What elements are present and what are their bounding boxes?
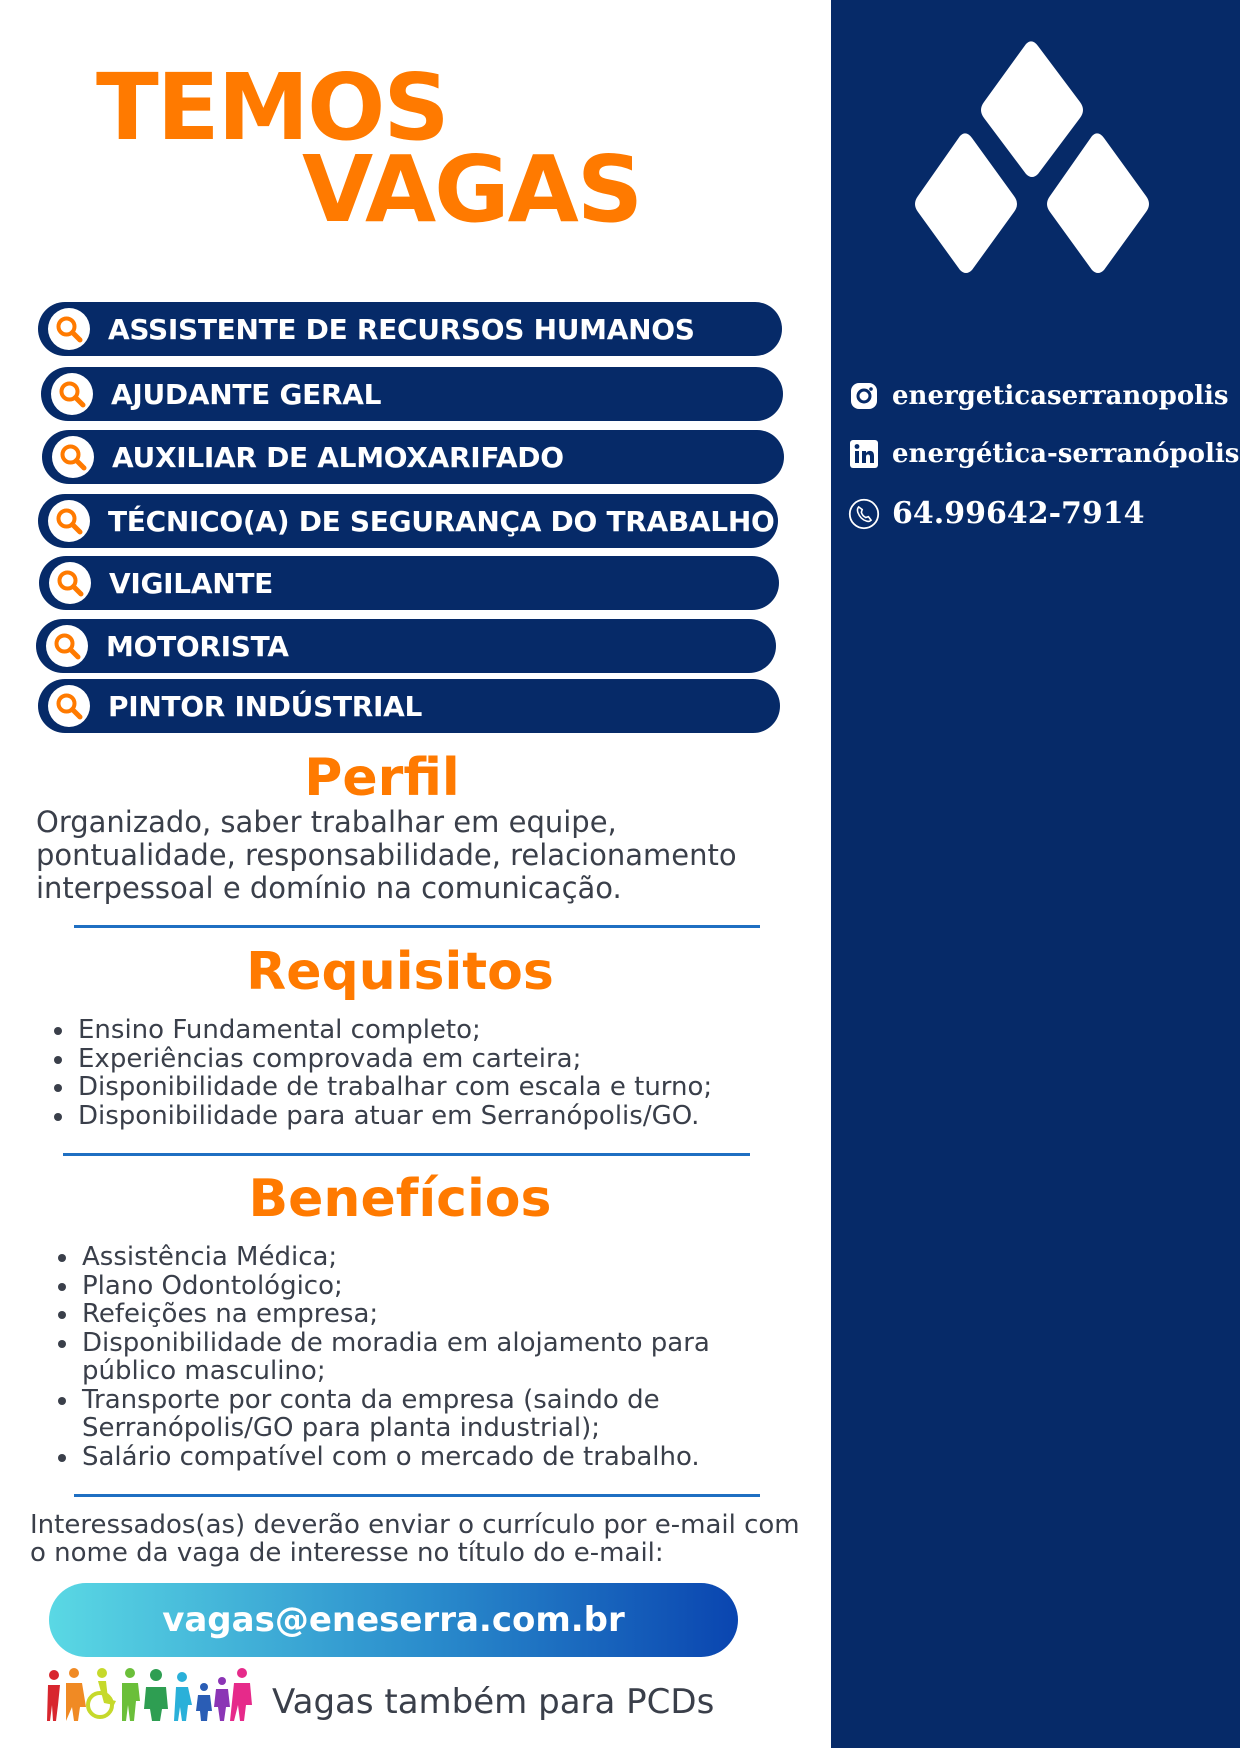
perfil-heading: Perfil xyxy=(304,748,460,808)
list-item: • Disponibilidade de trabalhar com escala e turno; xyxy=(76,1073,836,1102)
search-icon xyxy=(48,500,90,542)
linkedin-handle: energética-serranópolis xyxy=(892,439,1240,469)
requisitos-list xyxy=(36,1016,836,1130)
job-label: PINTOR INDÚSTRIAL xyxy=(108,689,423,723)
linkedin-icon xyxy=(848,438,880,470)
job-item[interactable] xyxy=(41,367,783,421)
list-item: • Ensino Fundamental completo; xyxy=(76,1016,836,1045)
phone-icon xyxy=(848,498,880,530)
title-vagas: VAGAS xyxy=(302,136,642,243)
perfil-text: Organizado, saber trabalhar em equipe, pontualidade, responsabilidade, relacionamento interpessoal e domínio na comunicação. xyxy=(36,805,737,905)
beneficios-heading: Benefícios xyxy=(248,1169,552,1229)
job-label: AUXILIAR DE ALMOXARIFADO xyxy=(112,440,564,474)
phone-number: 64.99642-7914 xyxy=(892,496,1145,531)
job-item[interactable] xyxy=(38,302,782,356)
search-icon xyxy=(46,625,88,667)
divider xyxy=(74,925,760,928)
list-item: • Plano Odontológico; xyxy=(80,1272,800,1301)
instagram-contact[interactable] xyxy=(848,380,1229,412)
job-label: TÉCNICO(A) DE SEGURANÇA DO TRABALHO xyxy=(108,504,775,538)
linkedin-contact[interactable] xyxy=(848,438,1239,470)
job-item[interactable] xyxy=(38,679,780,733)
beneficios-list xyxy=(40,1243,800,1471)
list-item: • Disponibilidade para atuar em Serranópolis/GO. xyxy=(76,1102,836,1131)
cta-text: Interessados(as) deverão enviar o currículo por e-mail com o nome da vaga de interesse no título do e-mail: xyxy=(30,1510,800,1568)
job-label: MOTORISTA xyxy=(106,629,289,663)
job-item[interactable] xyxy=(42,430,784,484)
list-item: • Assistência Médica; xyxy=(80,1243,800,1272)
title-temos: TEMOS xyxy=(96,54,448,161)
search-icon xyxy=(48,308,90,350)
job-label: VIGILANTE xyxy=(109,566,273,600)
job-label: ASSISTENTE DE RECURSOS HUMANOS xyxy=(108,312,695,346)
job-label: AJUDANTE GERAL xyxy=(111,377,382,411)
instagram-icon xyxy=(848,380,880,412)
divider xyxy=(74,1494,760,1497)
list-item: • Salário compatível com o mercado de trabalho. xyxy=(80,1443,800,1472)
search-icon xyxy=(52,436,94,478)
instagram-handle: energeticaserranopolis xyxy=(892,381,1229,411)
divider xyxy=(63,1153,750,1156)
phone-contact[interactable] xyxy=(848,496,1145,531)
job-item[interactable] xyxy=(38,494,778,548)
email-button[interactable]: vagas@eneserra.com.br xyxy=(49,1583,738,1657)
job-item[interactable] xyxy=(39,556,779,610)
search-icon xyxy=(49,562,91,604)
people-diversity-icon xyxy=(44,1665,252,1723)
list-item: • Transporte por conta da empresa (saindo de Serranópolis/GO para planta industrial); xyxy=(80,1386,800,1443)
search-icon xyxy=(48,685,90,727)
list-item: • Disponibilidade de moradia em alojamento para público masculino; xyxy=(80,1329,800,1386)
pcd-text: Vagas também para PCDs xyxy=(272,1682,715,1722)
requisitos-heading: Requisitos xyxy=(246,942,554,1002)
list-item: • Experiências comprovada em carteira; xyxy=(76,1045,836,1074)
job-item[interactable] xyxy=(36,619,776,673)
search-icon xyxy=(51,373,93,415)
list-item: • Refeições na empresa; xyxy=(80,1300,800,1329)
company-logo xyxy=(906,40,1158,290)
